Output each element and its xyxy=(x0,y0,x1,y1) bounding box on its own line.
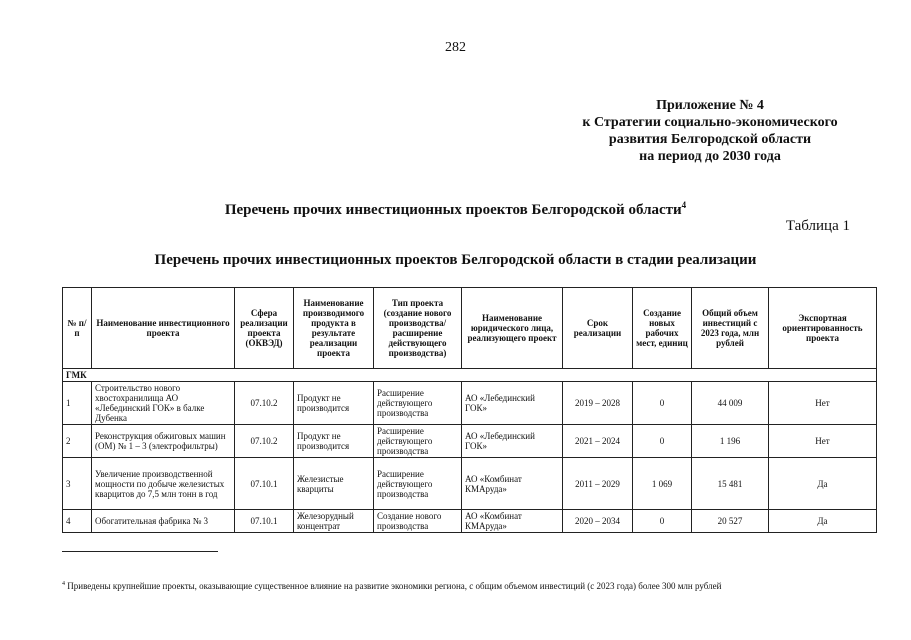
table-cell: 07.10.1 xyxy=(235,510,294,533)
column-header: Создание новых рабочих мест, единиц xyxy=(633,288,692,369)
table-cell: 2020 – 2034 xyxy=(563,510,633,533)
column-header: Наименование инвестиционного проекта xyxy=(92,288,235,369)
table-cell: 44 009 xyxy=(692,382,769,425)
table-header-row xyxy=(63,288,877,369)
list-title xyxy=(0,200,911,219)
table-cell: Расширение действующего производства xyxy=(374,458,462,510)
column-header: Срок реализации xyxy=(563,288,633,369)
appendix-line: развития Белгородской области xyxy=(608,132,812,147)
group-row xyxy=(63,369,877,382)
table-cell: Да xyxy=(769,458,877,510)
table-cell: 4 xyxy=(63,510,92,533)
table-cell: 2021 – 2024 xyxy=(563,425,633,458)
footnote-reference: 4 xyxy=(681,200,687,210)
appendix-heading xyxy=(540,97,880,165)
column-header: Наименование юридического лица, реализующего проект xyxy=(462,288,563,369)
table-cell: Расширение действующего производства xyxy=(374,425,462,458)
projects-table xyxy=(62,287,877,533)
table-cell: Нет xyxy=(769,425,877,458)
appendix-line: к Стратегии социально-экономического xyxy=(582,115,838,130)
table-cell: АО «Комбинат КМАруда» xyxy=(462,510,563,533)
table-cell: Нет xyxy=(769,382,877,425)
table-cell: Да xyxy=(769,510,877,533)
table-cell: 0 xyxy=(633,510,692,533)
group-label: ГМК xyxy=(63,369,877,382)
appendix-line: на период до 2030 года xyxy=(639,149,781,164)
table-cell: 2011 – 2029 xyxy=(563,458,633,510)
footnote-text: Приведены крупнейшие проекты, оказывающие существенное влияние на развитие экономики региона, с общим объемом инвестиций (с 2023 года) более 300 млн рублей xyxy=(67,581,722,591)
table-cell: АО «Лебединский ГОК» xyxy=(462,382,563,425)
list-title-text: Перечень прочих инвестиционных проектов Белгородской области xyxy=(224,202,682,218)
table-row xyxy=(63,382,877,425)
column-header: Общий объем инвестиций с 2023 года, млн рублей xyxy=(692,288,769,369)
table-cell: 07.10.2 xyxy=(235,382,294,425)
table-cell: 0 xyxy=(633,425,692,458)
table-cell: АО «Лебединский ГОК» xyxy=(462,425,563,458)
table-cell: Обогатительная фабрика № 3 xyxy=(92,510,235,533)
table-cell: 3 xyxy=(63,458,92,510)
footnote xyxy=(62,581,721,591)
table-cell: Продукт не производится xyxy=(294,382,374,425)
table-cell: 15 481 xyxy=(692,458,769,510)
table-cell: 07.10.1 xyxy=(235,458,294,510)
table-cell: Создание нового производства xyxy=(374,510,462,533)
table-label: Таблица 1 xyxy=(785,218,850,234)
page-number: 282 xyxy=(445,40,466,55)
table-row xyxy=(63,510,877,533)
table-cell: 20 527 xyxy=(692,510,769,533)
table-cell: 0 xyxy=(633,382,692,425)
footnote-marker: 4 xyxy=(62,581,65,587)
column-header: Наименование производимого продукта в результате реализации проекта xyxy=(294,288,374,369)
table-cell: Строительство нового хвостохранилища АО «Лебединский ГОК» в балке Дубенка xyxy=(92,382,235,425)
table-cell: Железорудный концентрат xyxy=(294,510,374,533)
table-cell: 1 xyxy=(63,382,92,425)
table-cell: 2019 – 2028 xyxy=(563,382,633,425)
table-cell: 07.10.2 xyxy=(235,425,294,458)
table-row xyxy=(63,458,877,510)
table-cell: 1 069 xyxy=(633,458,692,510)
table-cell: Расширение действующего производства xyxy=(374,382,462,425)
table-cell: Реконструкция обжиговых машин (ОМ) № 1 – 3 (электрофильтры) xyxy=(92,425,235,458)
table-cell: 1 196 xyxy=(692,425,769,458)
table-cell: Продукт не производится xyxy=(294,425,374,458)
table-row xyxy=(63,425,877,458)
table-title: Перечень прочих инвестиционных проектов Белгородской области в стадии реализации xyxy=(154,252,757,268)
table-cell: АО «Комбинат КМАруда» xyxy=(462,458,563,510)
column-header: Тип проекта (создание нового производства/ расширение действующего производства) xyxy=(374,288,462,369)
table-cell: Увеличение производственной мощности по добыче железистых кварцитов до 7,5 млн тонн в год xyxy=(92,458,235,510)
appendix-line: Приложение № 4 xyxy=(656,98,764,113)
column-header: Сфера реализации проекта (ОКВЭД) xyxy=(235,288,294,369)
column-header: Экспортная ориентированность проекта xyxy=(769,288,877,369)
column-header: № п/п xyxy=(63,288,92,369)
table-cell: Железистые кварциты xyxy=(294,458,374,510)
table-cell: 2 xyxy=(63,425,92,458)
footnote-separator xyxy=(62,551,218,552)
